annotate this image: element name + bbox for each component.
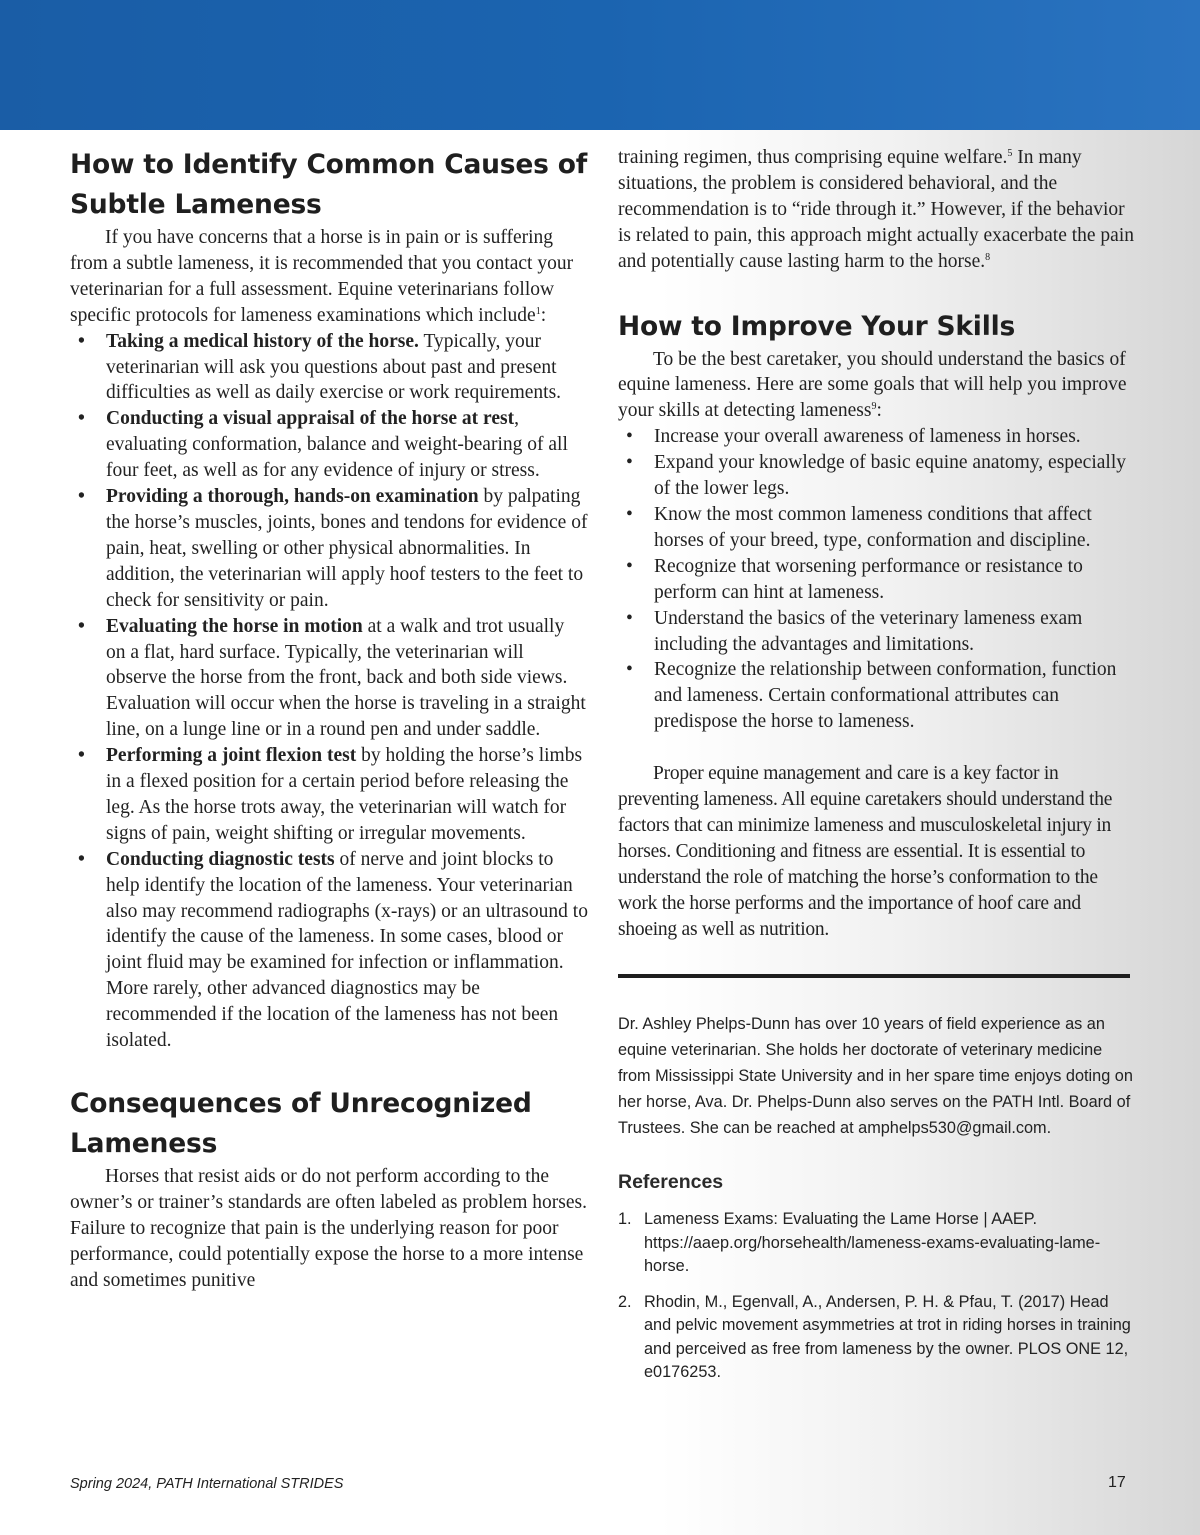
intro-paragraph: If you have concerns that a horse is in pain or is suffering from a subtle lameness, it is recommended that you contact your veterinarian for a full assessment. Equine veterinarians follow specific protocols for lameness examinations which include$^1$: [70, 227, 574, 326]
left-column [70, 145, 588, 1294]
reference-item: 2. Rhodin, M., Egenvall, A., Andersen, P. H. & Pfau, T. (2017) Head and pelvic movement asymmetries at trot in riding horses in training and perceived as free from lameness by the owner. PLOS ONE 12, e0176253. [618, 1292, 1131, 1382]
references-list [618, 1208, 1134, 1385]
skills-list [618, 424, 1134, 735]
continued-paragraph: training regimen, thus comprising equine welfare.$^5$ In many situations, the problem is considered behavioral, and the recommendation is to “ride through it.” However, if the behavior is related to pain, this approach might actually exacerbate the pain and potentially cause lasting harm to the horse.$^8$ [618, 147, 1135, 272]
consequences-paragraph: Horses that resist aids or do not perform according to the owner’s or trainer’s standards are often labeled as problem horses. Failure to recognize that pain is the underlying reason for poor performance, could potentially expose the horse to a more intense and sometimes punitive [70, 1166, 587, 1291]
references-heading: References [618, 1171, 724, 1194]
list-item: • Evaluating the horse in motion at a walk and trot usually on a flat, hard surface. Typically, the veterinarian will observe the horse from the front, back and both side views. Evaluation will occur when the horse is traveling in a straight line, on a lunge line or in a round pen and under saddle. [78, 615, 586, 741]
heading-identify-causes: How to Identify Common Causes of Subtle Lameness [70, 149, 588, 220]
heading-improve-skills: How to Improve Your Skills [618, 310, 1016, 342]
list-item: • Conducting a visual appraisal of the horse at rest, evaluating conformation, balance and weight-bearing of all four feet, as well as for any evidence of injury or stress. [78, 408, 568, 482]
page-number: 17 [1108, 1474, 1126, 1491]
list-item: • Providing a thorough, hands-on examination by palpating the horse’s muscles, joints, bones and tendons for evidence of pain, heat, swelling or other physical abnormalities. In addition, the veterinarian will apply hoof testers to the feet to check for sensitivity or pain. [78, 486, 588, 611]
list-item: • Recognize the relationship between conformation, function and lameness. Certain conformational attributes can predispose the horse to lameness. [626, 659, 1117, 733]
list-item: • Expand your knowledge of basic equine anatomy, especially of the lower legs. [626, 452, 1126, 500]
right-column [618, 145, 1134, 1397]
author-bio: Dr. Ashley Phelps-Dunn has over 10 years of field experience as an equine veterinarian. She holds her doctorate of veterinary medicine from Mississippi State University and in her spare time enjoys doting on her horse, Ava. Dr. Phelps-Dunn also serves on the PATH Intl. Board of Trustees. She can be reached at amphelps530@gmail.com. [618, 1015, 1133, 1137]
list-item: • Performing a joint flexion test by holding the horse’s limbs in a flexed position for a certain period before releasing the leg. As the horse trots away, the veterinarian will watch for signs of pain, weight shifting or irregular movements. [78, 745, 583, 844]
list-item: • Know the most common lameness conditions that affect horses of your breed, type, conformation and discipline. [626, 503, 1092, 551]
skills-intro-paragraph: To be the best caretaker, you should understand the basics of equine lameness. Here are some goals that will help you improve your skills at detecting lameness$^9$: [618, 348, 1127, 422]
exam-protocol-list [70, 329, 588, 1054]
footer-publication: Spring 2024, PATH International STRIDES [70, 1476, 344, 1492]
reference-item: 1. Lameness Exams: Evaluating the Lame Horse | AAEP. https://aaep.org/horsehealth/lameness-exams-evaluating-lame-horse. [618, 1210, 1101, 1276]
list-item: • Understand the basics of the veterinary lameness exam including the advantages and limitations. [626, 607, 1083, 655]
list-item: • Recognize that worsening performance or resistance to perform can hint at lameness. [626, 555, 1083, 603]
list-item: • Conducting diagnostic tests of nerve and joint blocks to help identify the location of the lameness. Your veterinarian also may recommend radiographs (x-rays) or an ultrasound to identify the cause of the lameness. In some cases, blood or joint fluid may be examined for infection or inflammation. More rarely, other advanced diagnostics may be recommended if the location of the lameness has not been isolated. [78, 848, 588, 1052]
list-item: • Increase your overall awareness of lameness in horses. [626, 426, 1081, 448]
section-divider [618, 974, 1130, 978]
heading-consequences: Consequences of Unrecognized Lameness [70, 1088, 532, 1159]
list-item: • Taking a medical history of the horse. Typically, your veterinarian will ask you questions about past and present difficulties as well as daily exercise or work requirements. [78, 330, 562, 404]
header-color-band [0, 0, 1200, 130]
management-paragraph: Proper equine management and care is a key factor in preventing lameness. All equine caretakers should understand the factors that can minimize lameness and musculoskeletal injury in horses. Conditioning and fitness are essential. It is essential to understand the role of matching the horse’s conformation to the work the horse performs and the importance of hoof care and shoeing as well as nutrition. [618, 763, 1113, 940]
